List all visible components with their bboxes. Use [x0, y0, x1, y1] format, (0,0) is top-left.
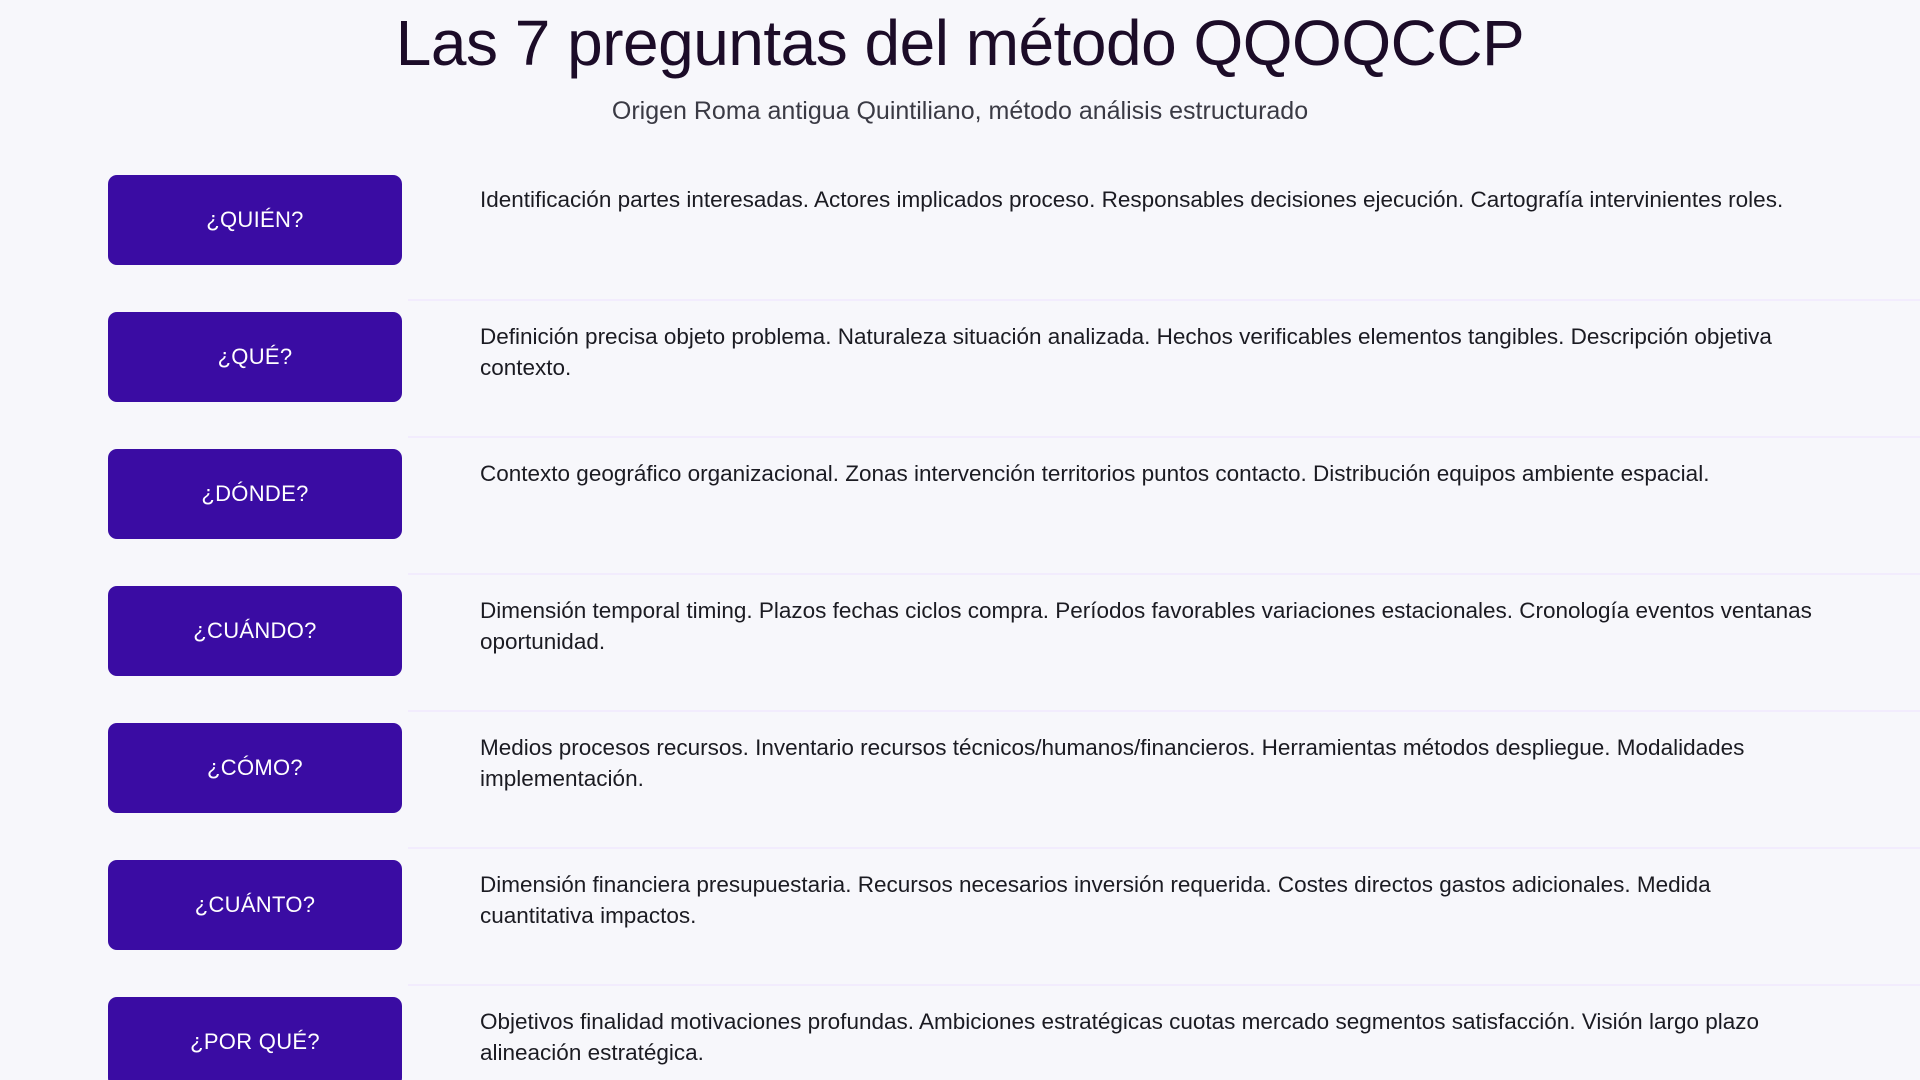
questions-list [0, 162, 1920, 1080]
question-badge-cuando[interactable]: ¿CUÁNDO? [108, 586, 402, 676]
question-badge-quien[interactable]: ¿QUIÉN? [108, 175, 402, 265]
header [0, 0, 1920, 126]
question-description-cuanto: Dimensión financiera presupuestaria. Recursos necesarios inversión requerida. Costes directos gastos adicionales. Medida cuantitativa impactos. [480, 871, 1711, 928]
question-row-como [108, 710, 1880, 847]
question-row-donde [108, 436, 1880, 573]
question-badge-cuanto[interactable]: ¿CUÁNTO? [108, 860, 402, 950]
question-row-quien [108, 162, 1880, 299]
page-subtitle: Origen Roma antigua Quintiliano, método análisis estructurado [611, 96, 1309, 125]
question-badge-donde[interactable]: ¿DÓNDE? [108, 449, 402, 539]
question-row-cuanto [108, 847, 1880, 984]
question-badge-que[interactable]: ¿QUÉ? [108, 312, 402, 402]
question-row-porque [108, 984, 1880, 1080]
question-row-cuando [108, 573, 1880, 710]
question-row-que [108, 299, 1880, 436]
question-description-porque: Objetivos finalidad motivaciones profundas. Ambiciones estratégicas cuotas mercado segmentos satisfacción. Visión largo plazo alineación estratégica. [480, 1008, 1760, 1065]
question-description-que: Definición precisa objeto problema. Naturaleza situación analizada. Hechos verificables elementos tangibles. Descripción objetiva contexto. [480, 323, 1772, 380]
question-description-quien: Identificación partes interesadas. Actores implicados proceso. Responsables decisiones ejecución. Cartografía intervinientes roles. [480, 186, 1784, 212]
question-description-como: Medios procesos recursos. Inventario recursos técnicos/humanos/financieros. Herramientas métodos despliegue. Modalidades implementación. [480, 734, 1745, 791]
question-description-donde: Contexto geográfico organizacional. Zonas intervención territorios puntos contacto. Distribución equipos ambiente espacial. [480, 460, 1710, 486]
question-badge-porque[interactable]: ¿POR QUÉ? [108, 997, 402, 1080]
question-description-cuando: Dimensión temporal timing. Plazos fechas ciclos compra. Períodos favorables variaciones estacionales. Cronología eventos ventanas oportunidad. [480, 597, 1812, 654]
question-badge-como[interactable]: ¿CÓMO? [108, 723, 402, 813]
page-title: Las 7 preguntas del método QQOQCCP [395, 7, 1525, 79]
